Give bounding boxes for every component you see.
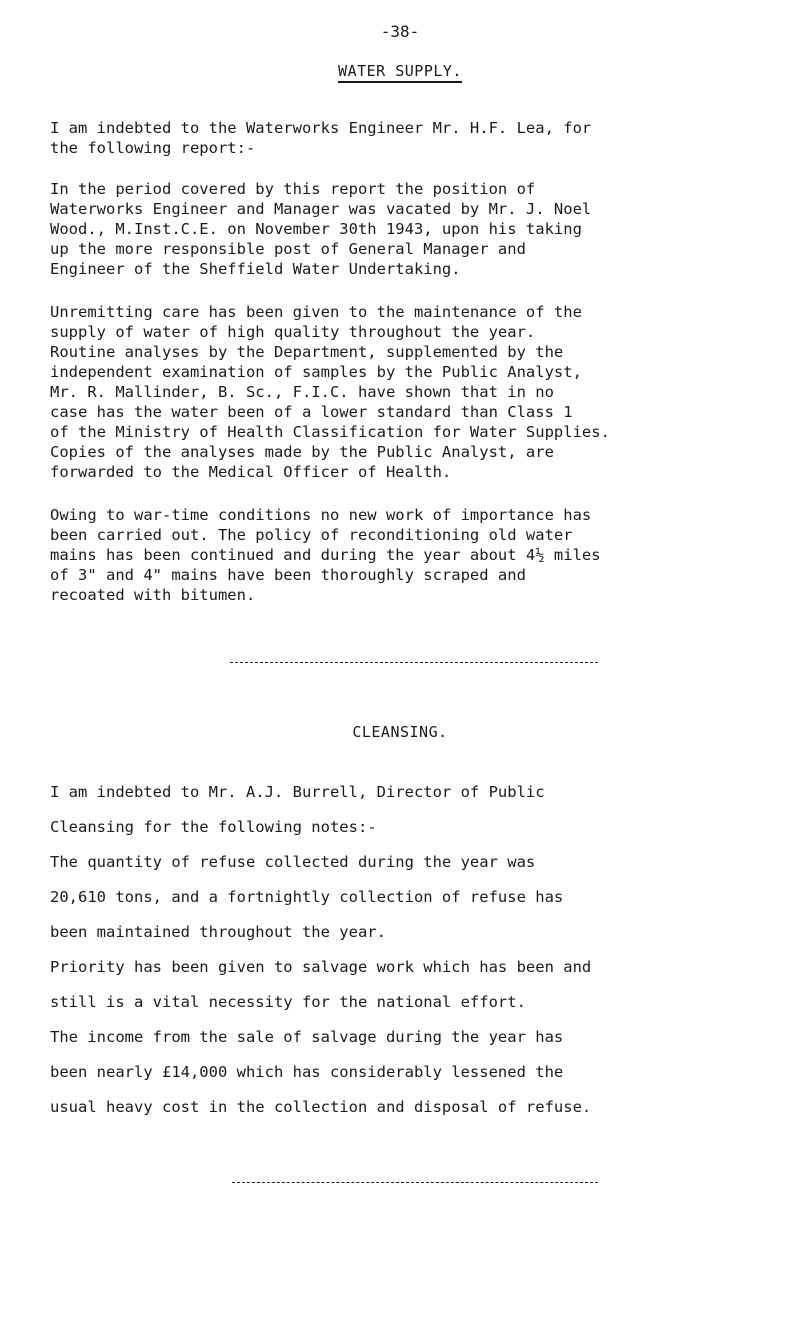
- text-line: In the period covered by this report the position of: [50, 180, 536, 198]
- text-line: Owing to war-time conditions no new work of importance has: [50, 506, 592, 524]
- text-line: up the more responsible post of General Manager and: [50, 240, 526, 258]
- end-divider: [232, 1182, 598, 1183]
- water-supply-engineer-paragraph: [50, 179, 770, 279]
- page-number: -38-: [380, 22, 420, 41]
- text-line: I am indebted to the Waterworks Engineer Mr. H.F. Lea, for: [50, 119, 592, 137]
- text-line: 20,610 tons, and a fortnightly collection of refuse has: [50, 888, 564, 906]
- text-line: case has the water been of a lower standard than Class 1: [50, 403, 573, 421]
- text-line: been nearly £14,000 which has considerably lessened the: [50, 1063, 564, 1081]
- text-line: Copies of the analyses made by the Public Analyst, are: [50, 443, 554, 461]
- text-line: Engineer of the Sheffield Water Undertaking.: [50, 260, 461, 278]
- water-supply-quality-paragraph: [50, 302, 770, 482]
- text-line: independent examination of samples by the Public Analyst,: [50, 363, 582, 381]
- text-line: Wood., M.Inst.C.E. on November 30th 1943, upon his taking: [50, 220, 582, 238]
- text-line: of the Ministry of Health Classification for Water Supplies.: [50, 423, 610, 441]
- cleansing-heading-text: CLEANSING.: [352, 723, 448, 741]
- water-supply-heading: [0, 62, 800, 83]
- text-line: Priority has been given to salvage work which has been and: [50, 958, 592, 976]
- text-line: Routine analyses by the Department, supplemented by the: [50, 343, 564, 361]
- text-line: The income from the sale of salvage during the year has: [50, 1028, 564, 1046]
- cleansing-heading: [0, 723, 800, 742]
- text-line: been carried out. The policy of reconditioning old water: [50, 526, 573, 544]
- text-line: of 3" and 4" mains have been thoroughly scraped and: [50, 566, 526, 584]
- text-line: forwarded to the Medical Officer of Health.: [50, 463, 452, 481]
- water-supply-intro: [50, 118, 770, 158]
- text-line: Unremitting care has been given to the maintenance of the: [50, 303, 582, 321]
- text-line: Cleansing for the following notes:-: [50, 818, 377, 836]
- text-line: mains has been continued and during the year about 4½ miles: [50, 546, 601, 564]
- cleansing-paragraph: [50, 775, 770, 1125]
- text-line: usual heavy cost in the collection and disposal of refuse.: [50, 1098, 592, 1116]
- water-supply-heading-text: WATER SUPPLY.: [338, 62, 462, 83]
- text-line: Mr. R. Mallinder, B. Sc., F.I.C. have shown that in no: [50, 383, 554, 401]
- text-line: the following report:-: [50, 139, 256, 157]
- text-line: I am indebted to Mr. A.J. Burrell, Director of Public: [50, 783, 545, 801]
- water-supply-mains-paragraph: [50, 505, 770, 605]
- text-line: supply of water of high quality throughout the year.: [50, 323, 536, 341]
- text-line: recoated with bitumen.: [50, 586, 256, 604]
- text-line: been maintained throughout the year.: [50, 923, 386, 941]
- text-line: Waterworks Engineer and Manager was vacated by Mr. J. Noel: [50, 200, 592, 218]
- section-divider: [230, 662, 598, 663]
- text-line: still is a vital necessity for the national effort.: [50, 993, 526, 1011]
- text-line: The quantity of refuse collected during the year was: [50, 853, 536, 871]
